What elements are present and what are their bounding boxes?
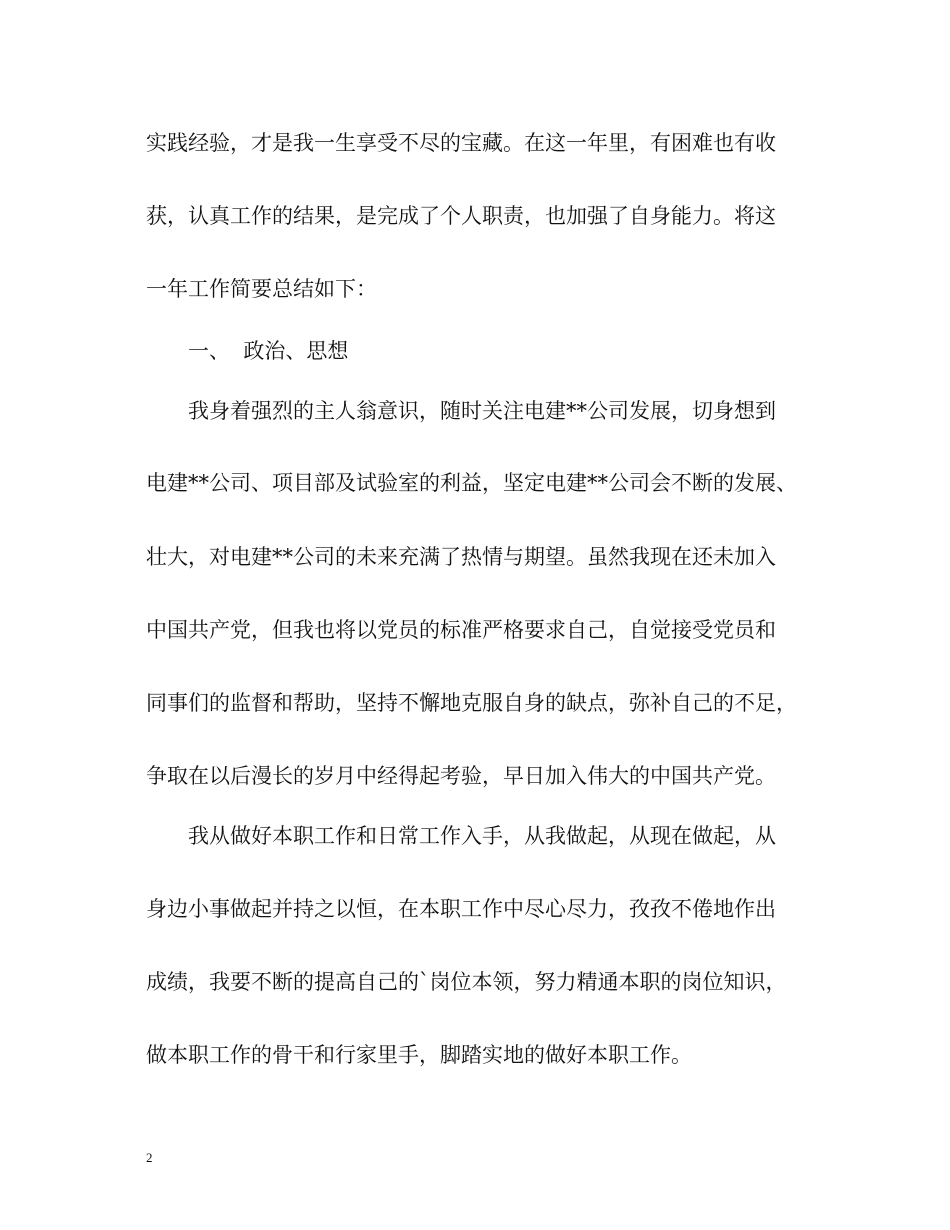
body-text-line: 获，认真工作的结果，是完成了个人职责，也加强了自身能力。将这 xyxy=(146,204,776,228)
body-text-line: 电建**公司、项目部及试验室的利益，坚定电建**公司会不断的发展、 xyxy=(146,471,797,495)
body-text-line: 中国共产党，但我也将以党员的标准严格要求自己，自觉接受党员和 xyxy=(146,618,776,642)
page-number: 2 xyxy=(146,1150,153,1165)
body-text-line: 实践经验，才是我一生享受不尽的宝藏。在这一年里，有困难也有收 xyxy=(146,131,776,155)
body-text-line: 壮大，对电建**公司的未来充满了热情与期望。虽然我现在还未加入 xyxy=(146,545,776,569)
section-heading: 一、 政治、思想 xyxy=(188,339,349,363)
body-text-line: 身边小事做起并持之以恒，在本职工作中尽心尽力，孜孜不倦地作出 xyxy=(146,897,776,921)
body-text-line: 一年工作简要总结如下： xyxy=(146,277,377,301)
body-text-line: 争取在以后漫长的岁月中经得起考验，早日加入伟大的中国共产党。 xyxy=(146,764,776,788)
body-text-line: 成绩，我要不断的提高自己的`岗位本领，努力精通本职的岗位知识， xyxy=(146,970,787,994)
body-text-line: 我从做好本职工作和日常工作入手，从我做起，从现在做起，从 xyxy=(188,824,776,848)
body-text-line: 同事们的监督和帮助，坚持不懈地克服自身的缺点，弥补自己的不足， xyxy=(146,691,797,715)
body-text-line: 做本职工作的骨干和行家里手，脚踏实地的做好本职工作。 xyxy=(146,1043,692,1067)
body-text-line: 我身着强烈的主人翁意识，随时关注电建**公司发展，切身想到 xyxy=(188,399,776,423)
